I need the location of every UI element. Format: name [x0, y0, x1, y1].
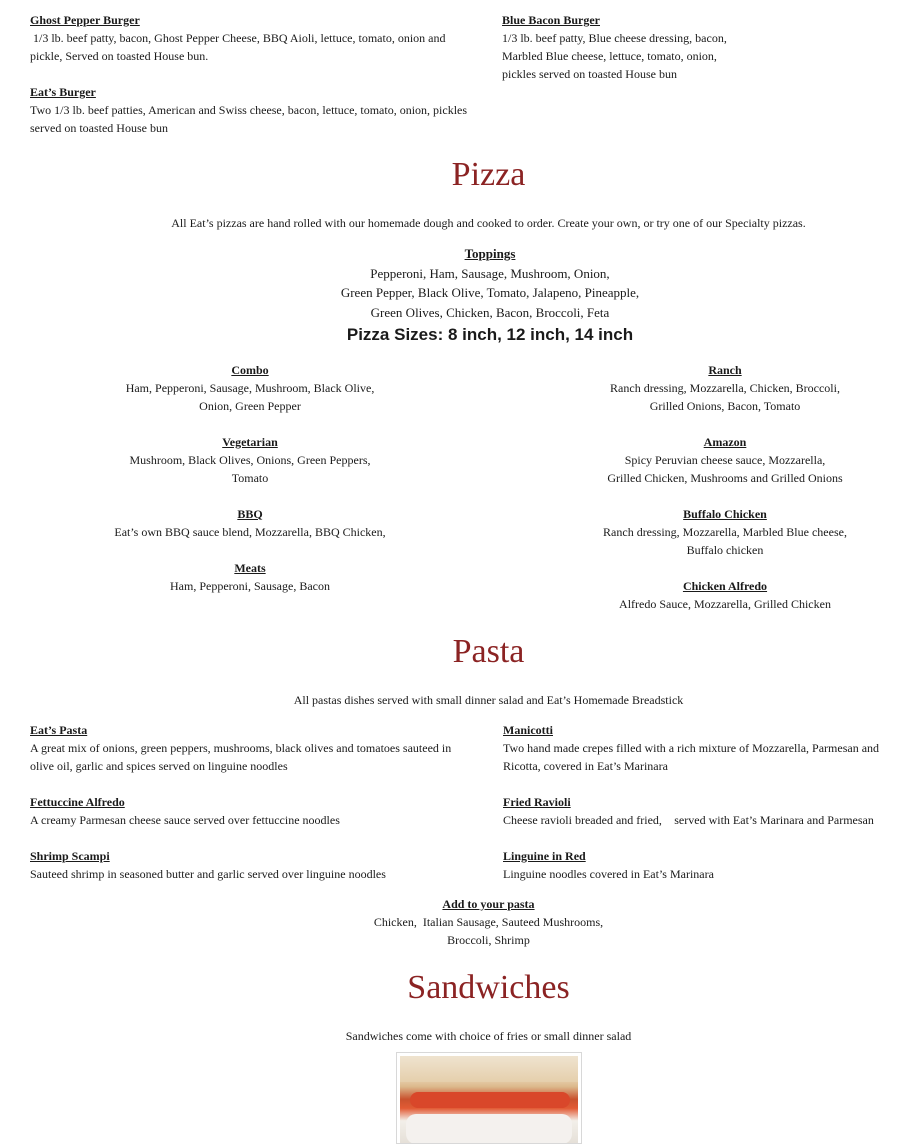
item-description-line: pickles served on toasted House bun [502, 67, 677, 81]
sandwiches-intro: Sandwiches come with choice of fries or small dinner salad [345, 1029, 632, 1043]
pasta-item-manicotti [503, 721, 888, 775]
item-title: Shrimp Scampi [30, 849, 110, 863]
pizza-item-meats [90, 559, 410, 595]
item-description-line: Ranch dressing, Mozzarella, Chicken, Broccoli, [610, 381, 840, 395]
toppings-block [240, 244, 740, 322]
menu-item-blue-bacon-burger [502, 11, 882, 83]
pasta-right-column [503, 721, 888, 901]
pasta-item-linguine-in-red [503, 847, 888, 883]
item-description-line: Grilled Chicken, Mushrooms and Grilled Onions [607, 471, 843, 485]
pizza-intro: All Eat’s pizzas are hand rolled with our homemade dough and cooked to order. Create your own, or try one of our Specialty pizzas. [171, 216, 806, 230]
item-title: Eat’s Burger [30, 85, 96, 99]
toppings-line: Green Olives, Chicken, Bacon, Broccoli, Feta [370, 304, 610, 320]
sandwich-filling [406, 1114, 572, 1144]
item-title: Blue Bacon Burger [502, 13, 600, 27]
item-description-line: Eat’s own BBQ sauce blend, Mozzarella, BBQ Chicken, [114, 525, 386, 539]
item-description: A creamy Parmesan cheese sauce served over fettuccine noodles [30, 813, 340, 827]
pizza-specialty-left [90, 361, 410, 613]
item-description-line: Ranch dressing, Mozzarella, Marbled Blue cheese, [603, 525, 847, 539]
pasta-left-column [30, 721, 470, 901]
item-description-line: Ham, Pepperoni, Sausage, Mushroom, Black Olive, [125, 381, 375, 395]
pizza-item-buffalo-chicken [565, 505, 885, 559]
item-description: Sauteed shrimp in seasoned butter and garlic served over linguine noodles [30, 867, 386, 881]
toppings-line: Pepperoni, Ham, Sausage, Mushroom, Onion, [370, 265, 610, 281]
pasta-addons [300, 895, 677, 949]
section-title-sandwiches: Sandwiches [407, 969, 570, 1006]
pasta-item-fettuccine-alfredo [30, 793, 470, 829]
item-description-line: Marbled Blue cheese, lettuce, tomato, onion, [502, 49, 717, 63]
item-title: Fettuccine Alfredo [30, 795, 125, 809]
pizza-item-bbq [90, 505, 410, 541]
item-description-line: Alfredo Sauce, Mozzarella, Grilled Chicken [619, 597, 831, 611]
toppings-line: Green Pepper, Black Olive, Tomato, Jalapeno, Pineapple, [340, 285, 640, 300]
item-title: BBQ [237, 507, 263, 521]
pasta-intro: All pastas dishes served with small dinner salad and Eat’s Homemade Breadstick [293, 693, 684, 707]
item-title: Eat’s Pasta [30, 723, 88, 737]
section-title-pasta: Pasta [452, 633, 525, 670]
item-description-line: Grilled Onions, Bacon, Tomato [649, 399, 801, 413]
pizza-item-vegetarian [90, 433, 410, 487]
sandwich-bread [400, 1056, 578, 1082]
item-title: Fried Ravioli [503, 795, 571, 809]
item-title: Amazon [703, 435, 747, 449]
item-description-line: Tomato [231, 471, 269, 485]
item-title: Buffalo Chicken [683, 507, 767, 521]
pizza-item-ranch [565, 361, 885, 415]
item-title: Combo [231, 363, 269, 377]
item-title: Linguine in Red [503, 849, 586, 863]
pasta-item-eats-pasta [30, 721, 470, 775]
addons-line: Broccoli, Shrimp [447, 933, 530, 947]
item-description: Cheese ravioli breaded and fried,  served with Eat’s Marinara and Parmesan [503, 813, 874, 827]
section-title-pizza: Pizza [451, 156, 526, 193]
item-description: Two 1/3 lb. beef patties, American and Swiss cheese, bacon, lettuce, tomato, onion, pickles served on toasted House bun [30, 103, 468, 135]
item-title: Chicken Alfredo [682, 579, 768, 593]
item-title: Meats [234, 561, 266, 575]
item-description: Two hand made crepes filled with a rich mixture of Mozzarella, Parmesan and Ricotta, covered in Eat’s Marinara [503, 741, 880, 773]
item-description: Linguine noodles covered in Eat’s Marinara [503, 867, 714, 881]
pasta-item-shrimp-scampi [30, 847, 470, 883]
item-description-line: Spicy Peruvian cheese sauce, Mozzarella, [624, 453, 826, 467]
pizza-sizes: Pizza Sizes: 8 inch, 12 inch, 14 inch [346, 325, 634, 344]
menu-item-eats-burger [30, 83, 475, 137]
pizza-specialty-right [565, 361, 885, 631]
item-title: Vegetarian [222, 435, 278, 449]
toppings-title: Toppings [464, 246, 516, 261]
item-description-line: Mushroom, Black Olives, Onions, Green Peppers, [129, 453, 371, 467]
sandwich-photo-frame [396, 1052, 582, 1144]
item-description: 1/3 lb. beef patty, bacon, Ghost Pepper Cheese, BBQ Aioli, lettuce, tomato, onion and pickle, Served on toasted House bun. [30, 31, 449, 63]
pizza-item-chicken-alfredo [565, 577, 885, 613]
sandwich-tomato [410, 1092, 570, 1108]
item-title: Ranch [708, 363, 742, 377]
item-description-line: Onion, Green Pepper [199, 399, 301, 413]
addons-title: Add to your pasta [442, 897, 535, 911]
item-description: A great mix of onions, green peppers, mushrooms, black olives and tomatoes sauteed in olive oil, garlic and spices served on linguine noodles [30, 741, 452, 773]
pasta-item-fried-ravioli [503, 793, 888, 829]
item-title: Ghost Pepper Burger [30, 13, 140, 27]
pizza-item-combo [90, 361, 410, 415]
item-description-line: 1/3 lb. beef patty, Blue cheese dressing, bacon, [502, 31, 727, 45]
item-description-line: Buffalo chicken [686, 543, 764, 557]
item-description-line: Ham, Pepperoni, Sausage, Bacon [170, 579, 330, 593]
menu-item-ghost-pepper-burger [30, 11, 470, 65]
addons-line: Chicken, Italian Sausage, Sauteed Mushrooms, [373, 915, 604, 929]
pizza-item-amazon [565, 433, 885, 487]
item-title: Manicotti [503, 723, 553, 737]
